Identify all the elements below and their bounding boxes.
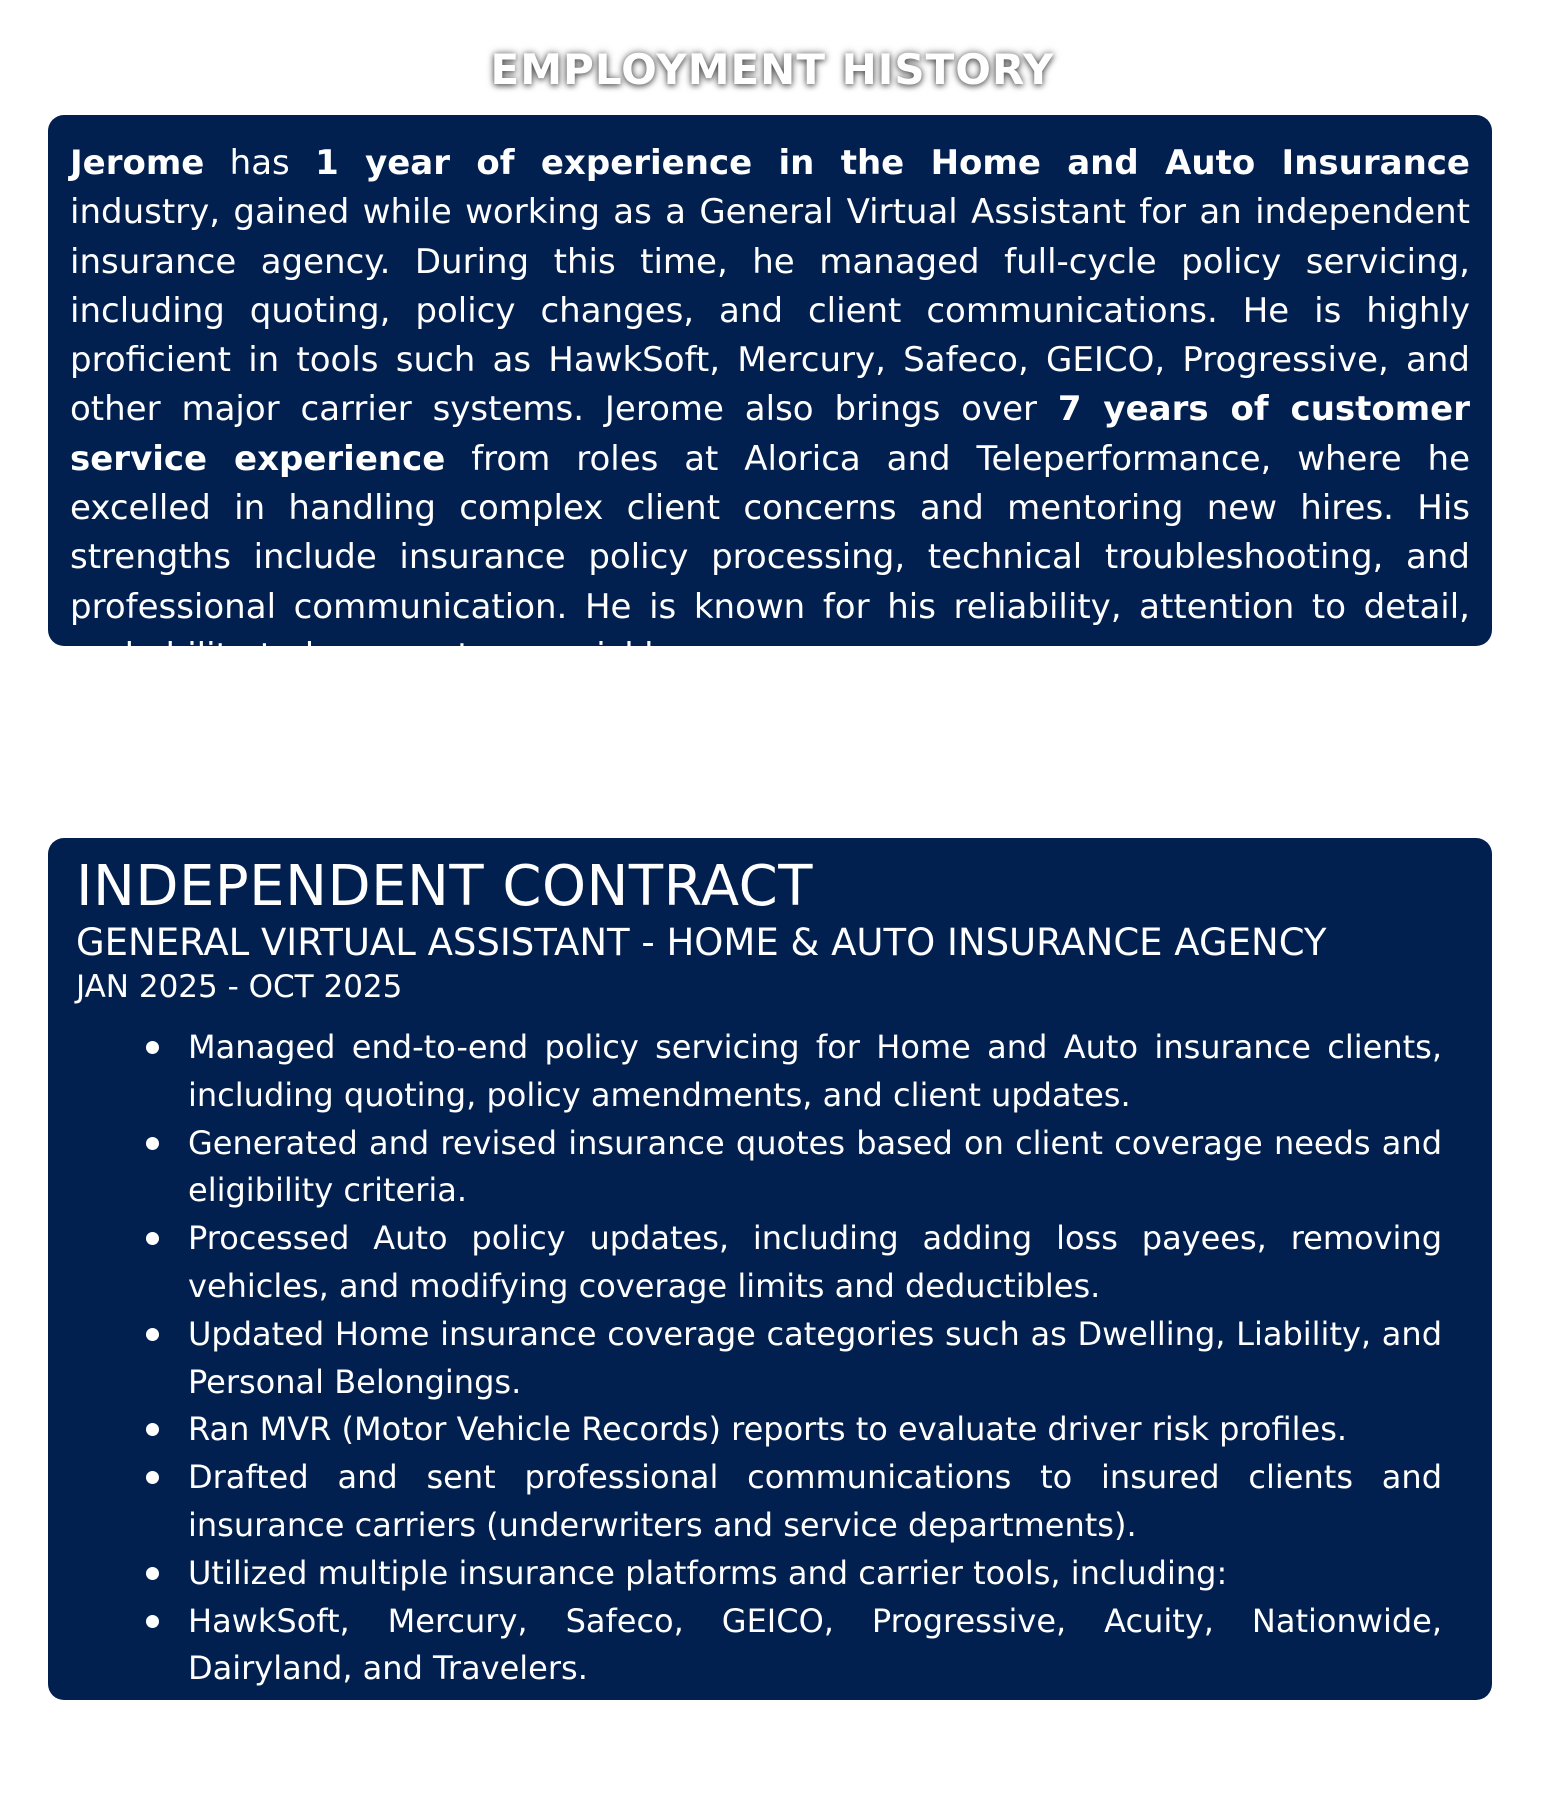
duty-item xyxy=(188,1311,1442,1407)
bullet-icon xyxy=(146,1328,159,1341)
duty-text: Utilized multiple insurance platforms and carrier tools, including: xyxy=(188,1553,1228,1592)
duty-text: HawkSoft, Mercury, Safeco, GEICO, Progressive, Acuity, Nationwide, Dairyland, and Travelers. xyxy=(188,1601,1442,1688)
summary-card xyxy=(48,115,1492,676)
job-title: GENERAL VIRTUAL ASSISTANT - HOME & AUTO INSURANCE AGENCY xyxy=(76,921,1327,964)
duty-text: Updated Home insurance coverage categories such as Dwelling, Liability, and Personal Belongings. xyxy=(188,1314,1442,1401)
bullet-icon xyxy=(146,1615,159,1628)
duty-item xyxy=(188,1215,1442,1311)
summary-highlight-experience: 1 year of experience in the Home and Auto Insurance xyxy=(315,143,1470,183)
job-dates: JAN 2025 - OCT 2025 xyxy=(76,969,403,1005)
duty-text: Ran MVR (Motor Vehicle Records) reports to evaluate driver risk profiles. xyxy=(188,1410,1348,1449)
duty-item xyxy=(188,1406,1442,1454)
duty-item xyxy=(188,1598,1442,1694)
bullet-icon xyxy=(146,1471,159,1484)
duty-item xyxy=(188,1024,1442,1120)
section-heading: EMPLOYMENT HISTORY xyxy=(490,45,1055,94)
duty-text: Drafted and sent professional communications to insured clients and insurance carriers (underwriters and service departments). xyxy=(188,1458,1442,1544)
duty-item xyxy=(188,1120,1442,1216)
bullet-icon xyxy=(146,1423,159,1436)
summary-text-1: has xyxy=(204,143,316,183)
summary-highlight-customer-service: 7 years of customer service experience xyxy=(70,389,1471,479)
duty-text: Managed end-to-end policy servicing for Home and Auto insurance clients, including quoting, policy amendments, and client updates. xyxy=(188,1028,1442,1114)
duty-item xyxy=(188,1454,1442,1550)
duties-list xyxy=(76,1024,1442,1693)
bullet-icon xyxy=(146,1041,159,1054)
duty-text: Processed Auto policy updates, including adding loss payees, removing vehicles, and modifying coverage limits and deductibles. xyxy=(188,1219,1442,1305)
bullet-icon xyxy=(146,1232,159,1245)
duty-text: Generated and revised insurance quotes based on client coverage needs and eligibility criteria. xyxy=(188,1123,1442,1210)
job-company: INDEPENDENT CONTRACT xyxy=(76,854,813,919)
bullet-icon xyxy=(146,1137,159,1150)
summary-text-2: industry, gained while working as a General Virtual Assistant for an independent insurance agency. During this time, he managed full-cycle policy servicing, including quoting, policy changes, and client communications. He is highly proficient in tools such as HawkSoft, Mercury, Safeco, GEICO, Progressive, and other major carrier systems. Jerome also brings over xyxy=(70,192,1470,430)
duty-item xyxy=(188,1550,1442,1598)
bullet-icon xyxy=(146,1567,159,1580)
job-card xyxy=(48,838,1492,1700)
summary-text-3: from roles at Alorica and Teleperformance, where he excelled in handling complex client concerns and mentoring new hires. His strengths include insurance policy processing, technical troubleshooting, and professional communication. He is known for his reliability, attention to detail, and ability to learn systems quickly. xyxy=(70,438,1470,676)
summary-name: Jerome xyxy=(70,143,205,183)
